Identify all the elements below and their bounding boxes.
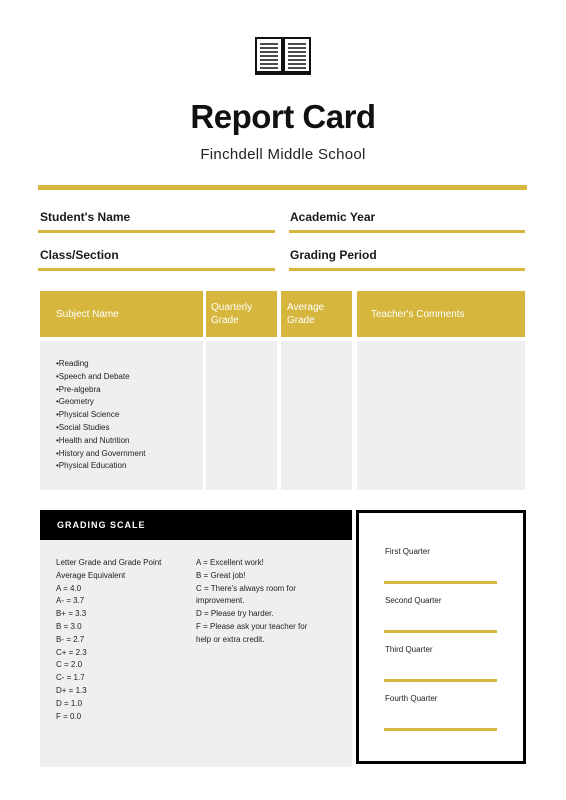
first-quarter-line[interactable] <box>384 581 497 584</box>
class-section-label: Class/Section <box>40 248 119 262</box>
scale-line: D+ = 1.3 <box>56 685 87 695</box>
scale-line: A- = 3.7 <box>56 596 85 606</box>
grade-point-list <box>56 557 196 723</box>
teachers-comments-cell[interactable] <box>357 341 525 490</box>
header-subject-name: Subject Name <box>40 291 203 337</box>
quarters-box <box>356 510 526 764</box>
list-item: •Physical Science <box>56 410 120 420</box>
scale-line: A = 4.0 <box>56 583 82 593</box>
list-item: •History and Government <box>56 448 146 458</box>
list-item: •Health and Nutrition <box>56 435 130 445</box>
scale-line: B+ = 3.3 <box>56 609 87 619</box>
header-quarterly-grade: Quarterly Grade <box>206 291 277 337</box>
scale-line: C = 2.0 <box>56 660 83 670</box>
open-book-icon <box>254 36 312 78</box>
academic-year-line[interactable] <box>289 230 525 233</box>
second-quarter-line[interactable] <box>384 630 497 633</box>
header-average-grade: Average Grade <box>281 291 352 337</box>
scale-line: Average Equivalent <box>56 570 126 580</box>
scale-line: improvement. <box>196 596 245 606</box>
scale-line: C = There's always room for <box>196 583 296 593</box>
list-item: •Social Studies <box>56 422 110 432</box>
grading-period-line[interactable] <box>289 268 525 271</box>
header-divider <box>38 185 527 190</box>
grade-meaning-list <box>196 557 346 647</box>
scale-line: F = Please ask your teacher for <box>196 621 308 631</box>
subject-cell <box>40 341 203 490</box>
subject-list <box>56 358 203 473</box>
scale-line: D = Please try harder. <box>196 609 274 619</box>
first-quarter-label: First Quarter <box>385 547 430 556</box>
scale-line: B- = 2.7 <box>56 634 85 644</box>
quarterly-grade-cell[interactable] <box>206 341 277 490</box>
third-quarter-label: Third Quarter <box>385 645 433 654</box>
third-quarter-line[interactable] <box>384 679 497 682</box>
list-item: •Pre-algebra <box>56 384 101 394</box>
academic-year-label: Academic Year <box>290 210 376 224</box>
page-title: Report Card <box>190 98 376 135</box>
average-grade-cell[interactable] <box>281 341 352 490</box>
scale-line: C+ = 2.3 <box>56 647 87 657</box>
grading-period-label: Grading Period <box>290 248 377 262</box>
header-teachers-comments: Teacher's Comments <box>357 291 525 337</box>
fourth-quarter-line[interactable] <box>384 728 497 731</box>
grading-scale-title: GRADING SCALE <box>40 510 352 540</box>
scale-line: A = Excellent work! <box>196 558 264 567</box>
list-item: •Geometry <box>56 397 94 407</box>
student-name-line[interactable] <box>38 230 275 233</box>
scale-line: B = Great job! <box>196 570 246 580</box>
class-section-line[interactable] <box>38 268 275 271</box>
list-item: •Physical Education <box>56 461 127 471</box>
scale-line: F = 0.0 <box>56 711 82 721</box>
list-item: •Speech and Debate <box>56 371 130 381</box>
fourth-quarter-label: Fourth Quarter <box>385 694 438 703</box>
school-name: Finchdell Middle School <box>200 146 366 163</box>
second-quarter-label: Second Quarter <box>385 596 442 605</box>
grading-scale-panel <box>40 510 352 767</box>
scale-line: C- = 1.7 <box>56 673 85 683</box>
scale-line: B = 3.0 <box>56 621 82 631</box>
scale-line: D = 1.0 <box>56 698 83 708</box>
scale-line: help or extra credit. <box>196 634 265 644</box>
student-name-label: Student's Name <box>40 210 131 224</box>
scale-line: Letter Grade and Grade Point <box>56 558 162 567</box>
list-item: •Reading <box>56 359 89 368</box>
